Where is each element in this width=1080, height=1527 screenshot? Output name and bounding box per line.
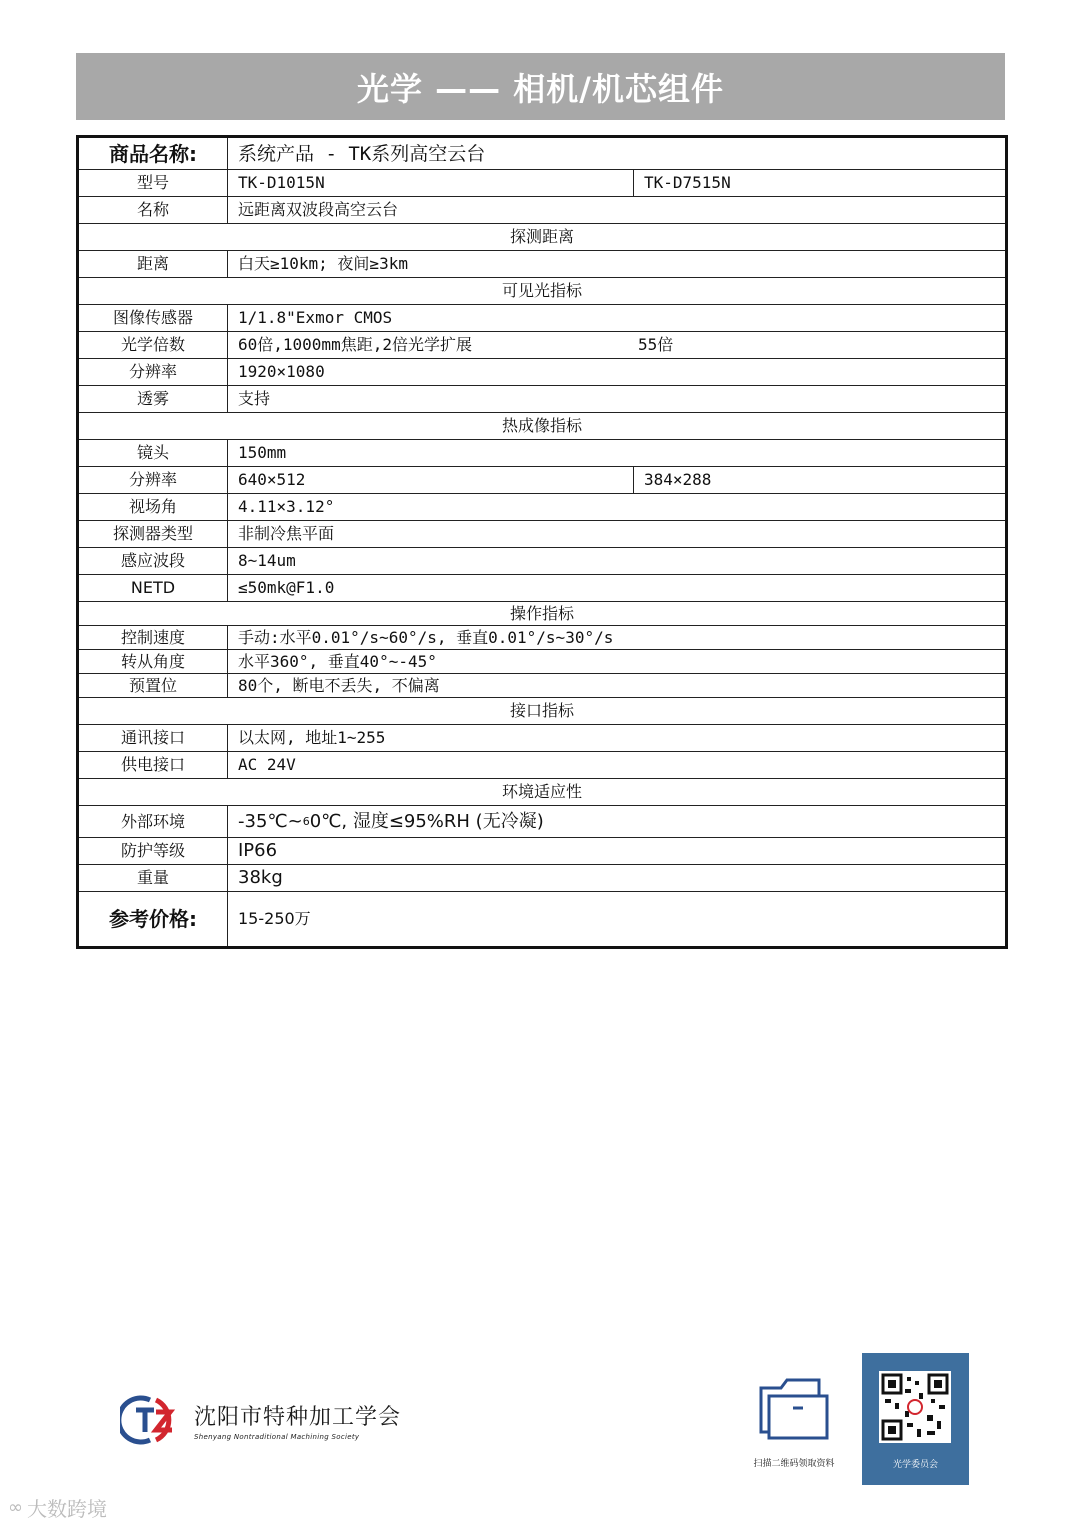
zoom-value-cell <box>228 332 1007 359</box>
netd-row <box>78 575 1007 602</box>
zoom-label: 光学倍数 <box>78 332 228 359</box>
section-interface-title: 接口指标 <box>78 698 1007 725</box>
qr-caption: 光学委员会 <box>892 1460 938 1470</box>
section-thermal-title: 热成像指标 <box>78 413 1007 440</box>
thermal-resolution-value-1: 640×512 <box>228 467 634 494</box>
lens-label: 镜头 <box>78 440 228 467</box>
weight-label: 重量 <box>78 865 228 892</box>
distance-value: 白天≥10km; 夜间≥3km <box>228 251 1007 278</box>
angle-label: 转从角度 <box>78 650 228 674</box>
thermal-resolution-label: 分辨率 <box>78 467 228 494</box>
outdoor-label: 外部环境 <box>78 806 228 838</box>
model-row <box>78 170 1007 197</box>
defog-value: 支持 <box>228 386 1007 413</box>
power-row <box>78 752 1007 779</box>
section-thermal <box>78 413 1007 440</box>
name-label: 名称 <box>78 197 228 224</box>
detector-row <box>78 521 1007 548</box>
detector-label: 探测器类型 <box>78 521 228 548</box>
preset-value: 80个, 断电不丢失, 不偏离 <box>228 674 1007 698</box>
folder-icon <box>757 1374 831 1444</box>
weight-value: 38kg <box>228 865 1007 892</box>
speed-row <box>78 626 1007 650</box>
fov-value: 4.11×3.12° <box>228 494 1007 521</box>
angle-value: 水平360°, 垂直40°~-45° <box>228 650 1007 674</box>
product-name-row <box>78 137 1007 170</box>
price-row <box>78 892 1007 948</box>
weight-row <box>78 865 1007 892</box>
watermark-logo-icon: ∞ <box>8 1497 23 1518</box>
band-value: 8~14um <box>228 548 1007 575</box>
title-banner <box>76 53 1005 120</box>
netd-label: NETD <box>78 575 228 602</box>
comm-value: 以太网, 地址1~255 <box>228 725 1007 752</box>
section-detect <box>78 224 1007 251</box>
product-name-value: 系统产品 - TK系列高空云台 <box>228 137 1007 170</box>
watermark <box>8 1493 107 1522</box>
distance-row <box>78 251 1007 278</box>
comm-label: 通讯接口 <box>78 725 228 752</box>
qr-card[interactable] <box>862 1353 969 1485</box>
section-visible <box>78 278 1007 305</box>
preset-row <box>78 674 1007 698</box>
band-label: 感应波段 <box>78 548 228 575</box>
society-emblem-icon <box>120 1394 186 1446</box>
sensor-label: 图像传感器 <box>78 305 228 332</box>
band-row <box>78 548 1007 575</box>
name-row <box>78 197 1007 224</box>
section-operation <box>78 602 1007 626</box>
zoom-row <box>78 332 1007 359</box>
spec-table <box>76 135 1008 949</box>
outdoor-value-pre: -35℃~ <box>238 810 303 832</box>
model-value-2: TK-D7515N <box>634 170 1007 197</box>
speed-value: 手动:水平0.01°/s~60°/s, 垂直0.01°/s~30°/s <box>228 626 1007 650</box>
section-interface <box>78 698 1007 725</box>
defog-row <box>78 386 1007 413</box>
model-label: 型号 <box>78 170 228 197</box>
protection-value: IP66 <box>228 838 1007 865</box>
sensor-row <box>78 305 1007 332</box>
price-label: 参考价格: <box>78 892 228 948</box>
protection-label: 防护等级 <box>78 838 228 865</box>
section-operation-title: 操作指标 <box>78 602 1007 626</box>
distance-label: 距离 <box>78 251 228 278</box>
fov-row <box>78 494 1007 521</box>
watermark-text: 大数跨境 <box>27 1497 107 1521</box>
section-detect-title: 探测距离 <box>78 224 1007 251</box>
lens-value: 150mm <box>228 440 1007 467</box>
model-value-1: TK-D1015N <box>228 170 634 197</box>
visible-resolution-value: 1920×1080 <box>228 359 1007 386</box>
speed-label: 控制速度 <box>78 626 228 650</box>
preset-label: 预置位 <box>78 674 228 698</box>
fov-label: 视场角 <box>78 494 228 521</box>
outdoor-row <box>78 806 1007 838</box>
society-name-en: Shenyang Nontraditional Machining Society <box>194 1432 360 1441</box>
thermal-resolution-row <box>78 467 1007 494</box>
lens-row <box>78 440 1007 467</box>
protection-row <box>78 838 1007 865</box>
section-environment-title: 环境适应性 <box>78 779 1007 806</box>
zoom-value-2: 55倍 <box>638 335 674 354</box>
visible-resolution-row <box>78 359 1007 386</box>
qr-code-icon <box>879 1371 951 1443</box>
zoom-value: 60倍,1000mm焦距,2倍光学扩展 <box>238 335 472 354</box>
netd-value: ≤50mk@F1.0 <box>228 575 1007 602</box>
outdoor-value-sup: 6 <box>302 814 310 828</box>
outdoor-value-post: 0℃, 湿度≤95%RH (无冷凝) <box>309 810 544 832</box>
name-value: 远距离双波段高空云台 <box>228 197 1007 224</box>
society-logo <box>120 1394 401 1446</box>
product-name-label: 商品名称: <box>78 137 228 170</box>
section-visible-title: 可见光指标 <box>78 278 1007 305</box>
society-name-cn: 沈阳市特种加工学会 <box>194 1404 402 1430</box>
comm-row <box>78 725 1007 752</box>
section-environment <box>78 779 1007 806</box>
angle-row <box>78 650 1007 674</box>
price-value: 15-250万 <box>228 892 1007 948</box>
detector-value: 非制冷焦平面 <box>228 521 1007 548</box>
thermal-resolution-value-2: 384×288 <box>634 467 1007 494</box>
scan-instruction: 扫描二维码领取资料 <box>753 1459 835 1469</box>
power-value: AC 24V <box>228 752 1007 779</box>
defog-label: 透雾 <box>78 386 228 413</box>
outdoor-value <box>228 806 1007 838</box>
page-title: 光学 —— 相机/机芯组件 <box>357 69 724 108</box>
power-label: 供电接口 <box>78 752 228 779</box>
sensor-value: 1/1.8"Exmor CMOS <box>228 305 1007 332</box>
visible-resolution-label: 分辨率 <box>78 359 228 386</box>
